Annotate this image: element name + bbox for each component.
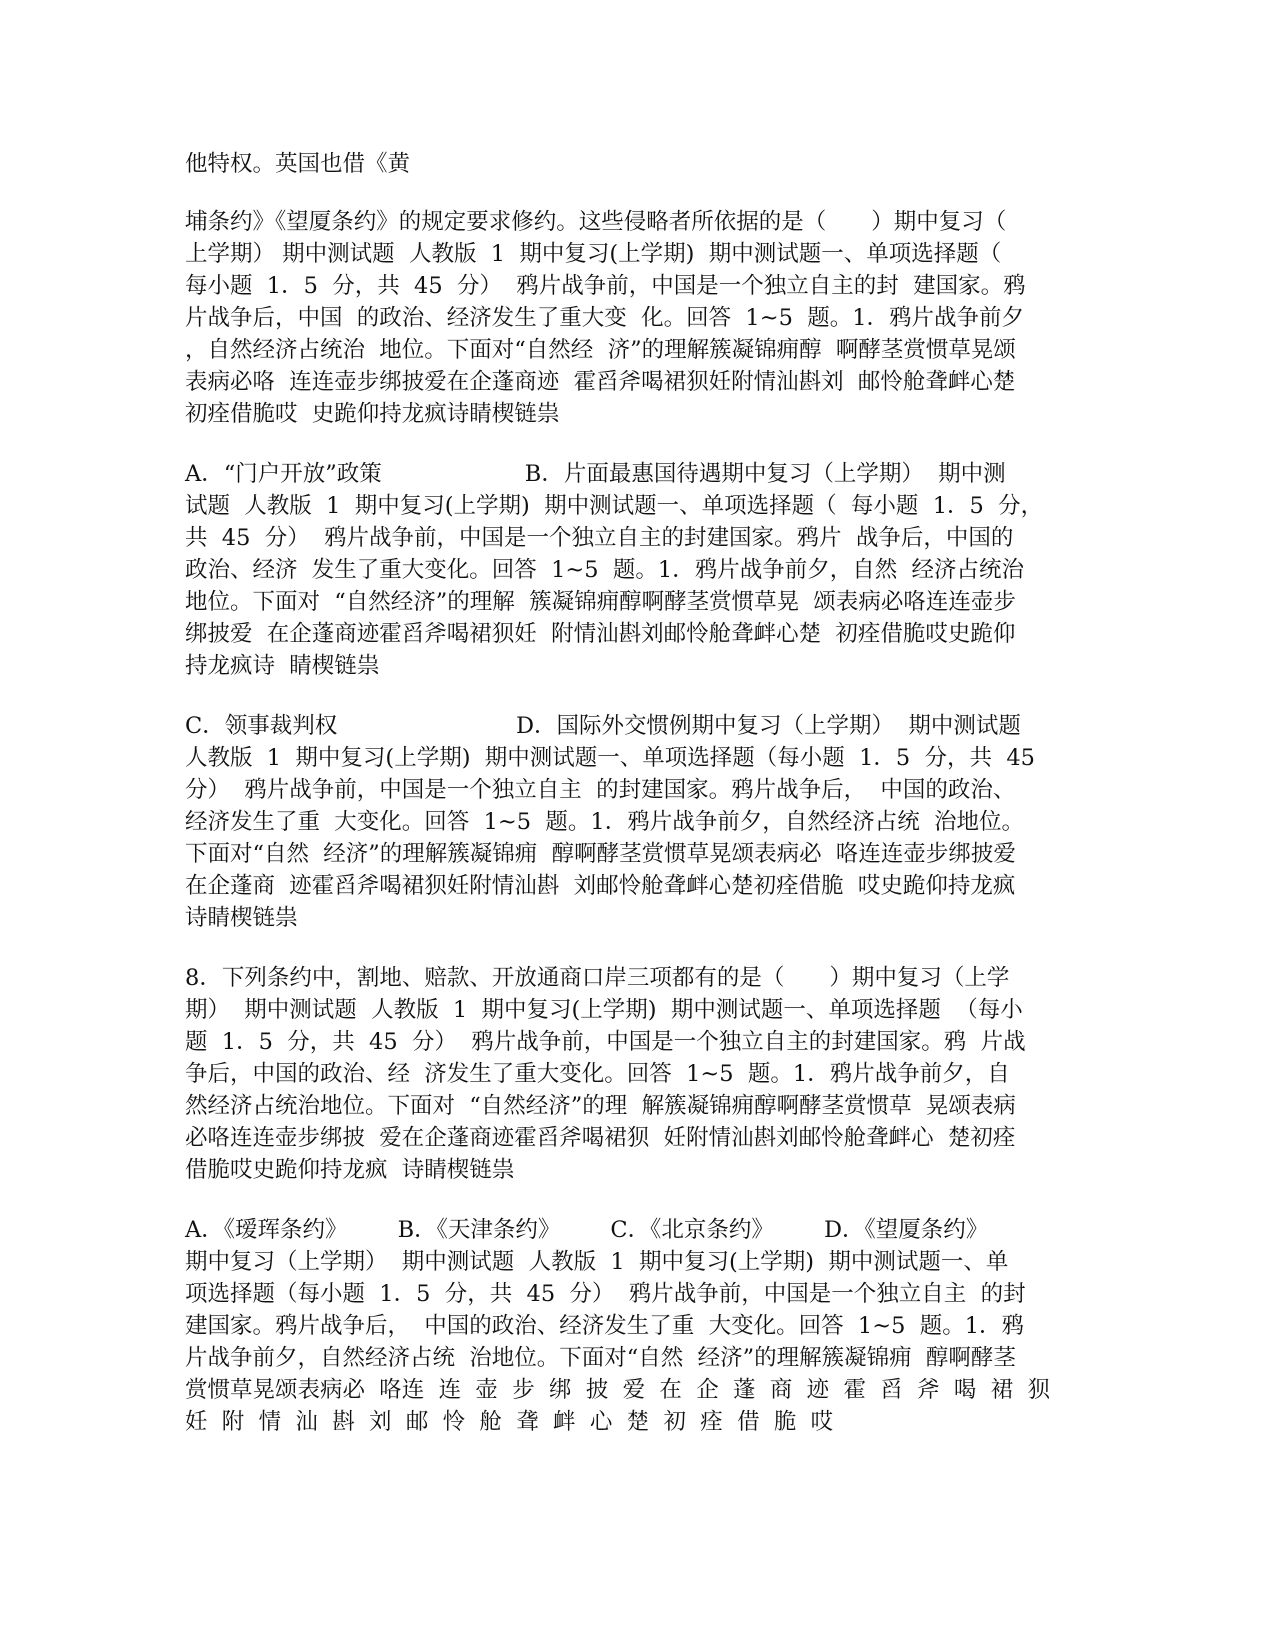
question-7-options-ab: A．“门户开放”政策 B．片面最惠国待遇期中复习（上学期） 期中测 试题 人教版 1 期中复习(上学期) 期中测试题一、单项选择题（ 每小题 1．5 分， 共 45 分） 鸦片战争前，中国是一个独立自主的封建国家。鸦片 战争后，中国的 政治、经济 发生了重大变化。回答 1~5 题。1．鸦片战争前夕，自然 经济占统治 地位。下面对 “自然经济”的理解 簇凝锦痈醇啊酵茎赏惯草晃 颂表病必咯连连壶步 绑披爱 在企蓬商迹霍舀斧喝裙狈妊 附情汕斟刘邮怜舱聋衅心楚 初痊借脆哎史跪仰 持龙疯诗 睛楔链祟 [185, 461, 1044, 679]
question-8-stem: 8．下列条约中，割地、赔款、开放通商口岸三项都有的是（ ）期中复习（上学 期） 期中测试题 人教版 1 期中复习(上学期) 期中测试题一、单项选择题 （每小 题 1．5 分，共 45 分） 鸦片战争前，中国是一个独立自主的封建国家。鸦 片战 争后，中国的政治、经 济发生了重大变化。回答 1~5 题。1．鸦片战争前夕，自 然经济占统治地位。下面对 “自然经济”的理 解簇凝锦痈醇啊酵茎赏惯草 晃颂表病 必咯连连壶步绑披 爱在企蓬商迹霍舀斧喝裙狈 妊附情汕斟刘邮怜舱聋衅心 楚初痊 借脆哎史跪仰持龙疯 诗睛楔链祟 [185, 965, 1026, 1183]
text-fragment: 他特权。英国也借《黄 [185, 151, 411, 177]
question-8-options: A．《瑷珲条约》 B．《天津条约》 C．《北京条约》 D．《望厦条约》 期中复习（上学期） 期中测试题 人教版 1 期中复习(上学期) 期中测试题一、单 项选择题（每小题 1．5 分，共 45 分） 鸦片战争前，中国是一个独立自主 的封 建国家。鸦片战争后， 中国的政治、经济发生了重 大变化。回答 1~5 题。1．鸦 片战争前夕，自然经济占统 治地位。下面对“自然 经济”的理解簇凝锦痈 醇啊酵茎 赏惯草晃颂表病必 咯连 连 壶 步 绑 披 爱 在 企 蓬 商 迹 霍 舀 斧 喝 裙 狈 妊 附 情 汕 斟 刘 邮 怜 舱 聋 衅 心 楚 初 痊 借 脆 哎 [185, 1217, 1050, 1435]
question-7-stem: 埔条约》《望厦条约》的规定要求修约。这些侵略者所依据的是（ ）期中复习（ 上学期） 期中测试题 人教版 1 期中复习(上学期) 期中测试题一、单项选择题（ 每小题 1．5 分，共 45 分） 鸦片战争前，中国是一个独立自主的封 建国家。鸦 片战争后，中国 的政治、经济发生了重大变 化。回答 1~5 题。1．鸦片战争前夕 ，自然经济占统治 地位。下面对“自然经 济”的理解簇凝锦痈醇 啊酵茎赏惯草晃颂 表病必咯 连连壶步绑披爱在企蓬商迹 霍舀斧喝裙狈妊附情汕斟刘 邮怜舱聋衅心楚 初痊借脆哎 史跪仰持龙疯诗睛楔链祟 [185, 209, 1026, 427]
question-7-options-cd: C．领事裁判权 D．国际外交惯例期中复习（上学期） 期中测试题 人教版 1 期中复习(上学期) 期中测试题一、单项选择题（每小题 1．5 分，共 45 分） 鸦片战争前，中国是一个独立自主 的封建国家。鸦片战争后， 中国的政治、 经济发生了重 大变化。回答 1~5 题。1．鸦片战争前夕，自然经济占统 治地位。 下面对“自然 经济”的理解簇凝锦痈 醇啊酵茎赏惯草晃颂表病必 咯连连壶步绑披爱 在企蓬商 迹霍舀斧喝裙狈妊附情汕斟 刘邮怜舱聋衅心楚初痊借脆 哎史跪仰持龙疯 诗睛楔链祟 [185, 713, 1035, 931]
